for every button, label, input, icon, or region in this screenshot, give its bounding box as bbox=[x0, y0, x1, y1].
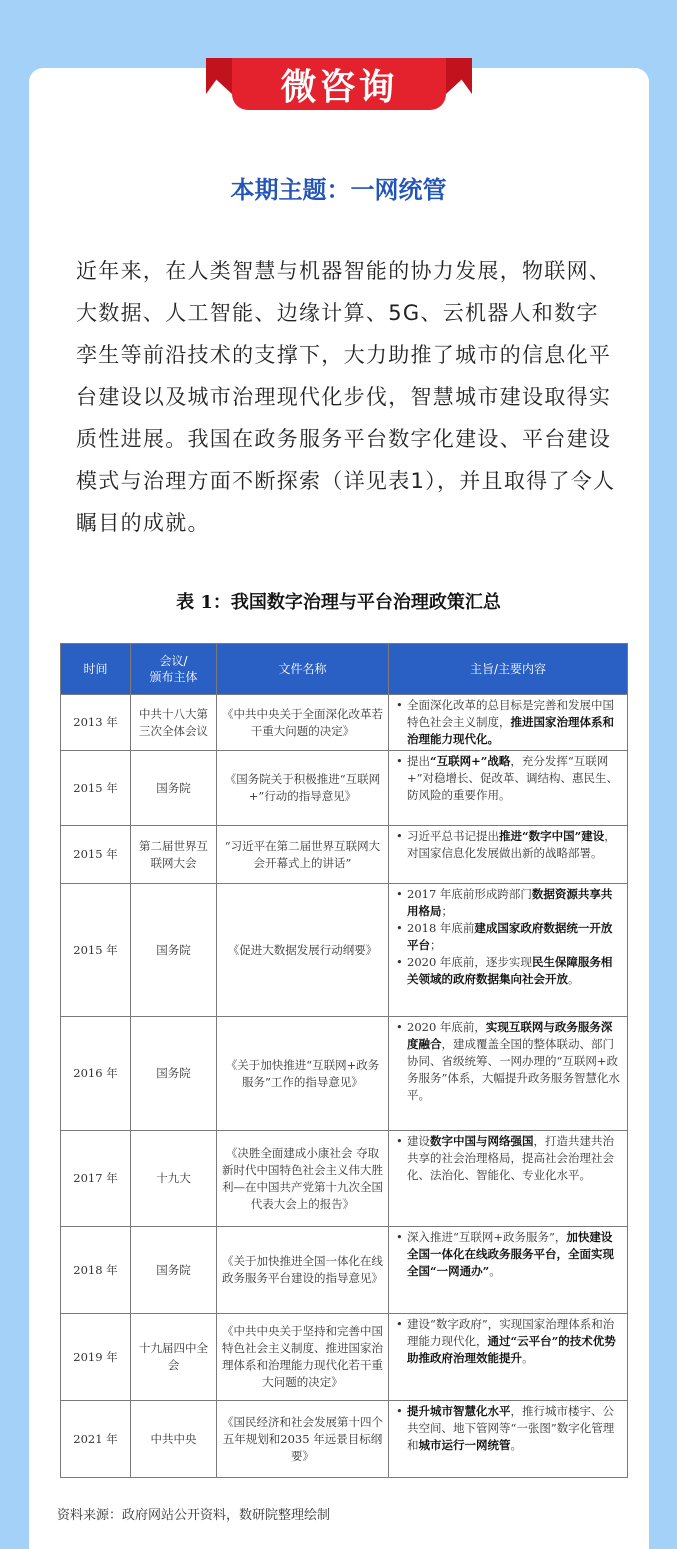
cell-time: 2017 年 bbox=[61, 1131, 131, 1227]
content-item bbox=[407, 1316, 623, 1367]
content-highlight: 建成国家政府数据统一开放平台 bbox=[407, 921, 613, 952]
cell-doc: 《促进大数据发展行动纲要》 bbox=[217, 884, 389, 1017]
cell-content bbox=[389, 695, 628, 751]
cell-body: 国务院 bbox=[131, 1227, 217, 1314]
content-list bbox=[395, 1403, 623, 1454]
content-list bbox=[395, 697, 623, 748]
cell-content bbox=[389, 1017, 628, 1131]
header-time: 时间 bbox=[61, 644, 131, 695]
cell-content bbox=[389, 1401, 628, 1478]
cell-time: 2018 年 bbox=[61, 1227, 131, 1314]
cell-time: 2021 年 bbox=[61, 1401, 131, 1478]
cell-body: 十九大 bbox=[131, 1131, 217, 1227]
header-badge: 微咨询 bbox=[232, 58, 446, 110]
cell-doc: 《关于加快推进全国一体化在线政务服务平台建设的指导意见》 bbox=[217, 1227, 389, 1314]
cell-time: 2013 年 bbox=[61, 695, 131, 751]
content-highlight: 民生保障服务相关领域的政府数据集向社会开放 bbox=[407, 955, 613, 986]
cell-content bbox=[389, 1314, 628, 1401]
content-item bbox=[407, 1019, 623, 1104]
content-text: ，充分发挥“互联网+”对稳增长、促改革、调结构、惠民生、防风险的重要作用。 bbox=[407, 754, 619, 802]
cell-content bbox=[389, 751, 628, 826]
content-list bbox=[395, 886, 623, 988]
content-highlight: 通过“云平台”的技术优势助推政府治理效能提升 bbox=[407, 1334, 616, 1365]
content-text: ； bbox=[441, 904, 453, 918]
content-item bbox=[407, 1403, 623, 1454]
table-row bbox=[61, 826, 628, 884]
content-highlight: 数字中国与网络强国 bbox=[430, 1134, 534, 1148]
content-text: 。 bbox=[522, 1351, 534, 1365]
cell-doc: 《中共中央关于全面深化改革若干重大问题的决定》 bbox=[217, 695, 389, 751]
table-row bbox=[61, 884, 628, 1017]
content-text: ； bbox=[430, 938, 442, 952]
content-text: 2018 年底前 bbox=[407, 921, 475, 935]
header-body-line2: 颁布主体 bbox=[149, 670, 198, 684]
content-highlight: 实现互联网与政务服务深度融合 bbox=[407, 1020, 613, 1051]
table-row bbox=[61, 751, 628, 826]
cell-time: 2015 年 bbox=[61, 826, 131, 884]
content-text: 。 bbox=[489, 1264, 501, 1278]
content-text: 提出 bbox=[407, 754, 430, 768]
content-item bbox=[407, 753, 623, 804]
header-content: 主旨/主要内容 bbox=[389, 644, 628, 695]
content-list bbox=[395, 753, 623, 804]
cell-body: 第二届世界互联网大会 bbox=[131, 826, 217, 884]
topic-title: 本期主题：一网统管 bbox=[230, 176, 447, 204]
table-title: 表 1：我国数字治理与平台治理政策汇总 bbox=[176, 592, 501, 613]
content-text: 深入推进“互联网+政务服务”， bbox=[407, 1230, 567, 1244]
cell-body: 国务院 bbox=[131, 1017, 217, 1131]
cell-time: 2016 年 bbox=[61, 1017, 131, 1131]
cell-body: 中共中央 bbox=[131, 1401, 217, 1478]
cell-content bbox=[389, 1227, 628, 1314]
cell-doc: 《决胜全面建成小康社会 夺取新时代中国特色社会主义伟大胜利—在中国共产党第十九次全国代表大会上的报告》 bbox=[217, 1131, 389, 1227]
cell-doc: 《关于加快推进“互联网+政务服务”工作的指导意见》 bbox=[217, 1017, 389, 1131]
content-list bbox=[395, 1133, 623, 1184]
content-item bbox=[407, 1229, 623, 1280]
table-header-row bbox=[61, 644, 628, 695]
content-text: ，打造共建共治共享的社会治理格局，提高社会治理社会化、法治化、智能化、专业化水平。 bbox=[407, 1134, 614, 1182]
content-item bbox=[407, 828, 623, 862]
cell-content bbox=[389, 884, 628, 1017]
content-list bbox=[395, 1019, 623, 1104]
intro-paragraph: 近年来，在人类智慧与机器智能的协力发展，物联网、大数据、人工智能、边缘计算、5G、云机器人和数字孪生等前沿技术的支撑下，大力助推了城市的信息化平台建设以及城市治理现代化步伐，智慧城市建设取得实质性进展。我国在政务服务平台数字化建设、平台建设模式与治理方面不断探索（详见表1），并且取得了令人瞩目的成就。 bbox=[76, 259, 616, 535]
cell-body: 国务院 bbox=[131, 751, 217, 826]
cell-doc: “习近平在第二届世界互联网大会开幕式上的讲话” bbox=[217, 826, 389, 884]
content-text: 全面深化改革的总目标是完善和发展中国特色社会主义制度， bbox=[407, 698, 614, 729]
cell-doc: 《国民经济和社会发展第十四个五年规划和2035 年远景目标纲要》 bbox=[217, 1401, 389, 1478]
content-list bbox=[395, 1316, 623, 1367]
content-text: 。 bbox=[568, 972, 580, 986]
table-row bbox=[61, 1017, 628, 1131]
header-body-line1: 会议/ bbox=[159, 654, 188, 668]
table-row bbox=[61, 695, 628, 751]
table-row bbox=[61, 1401, 628, 1478]
table-row bbox=[61, 1131, 628, 1227]
cell-body: 国务院 bbox=[131, 884, 217, 1017]
header-body bbox=[131, 644, 217, 695]
table-row bbox=[61, 1314, 628, 1401]
content-list bbox=[395, 828, 623, 862]
cell-content bbox=[389, 826, 628, 884]
cell-body: 十九届四中全会 bbox=[131, 1314, 217, 1401]
content-highlight: “互联网+”战略 bbox=[430, 754, 511, 768]
content-text: 建设“数字政府”，实现国家治理体系和治理能力现代化， bbox=[407, 1317, 615, 1348]
content-text: ，建成覆盖全国的整体联动、部门协同、省级统筹、一网办理的“互联网+政务服务”体系，大幅提升政务服务智慧化水平。 bbox=[407, 1037, 620, 1102]
cell-doc: 《国务院关于积极推进“互联网+”行动的指导意见》 bbox=[217, 751, 389, 826]
source-note: 资料来源：政府网站公开资料，数研院整理绘制 bbox=[57, 1508, 331, 1523]
cell-doc: 《中共中央关于坚持和完善中国特色社会主义制度、推进国家治理体系和治理能力现代化若干重大问题的决定》 bbox=[217, 1314, 389, 1401]
content-item bbox=[407, 697, 623, 748]
content-item bbox=[407, 1133, 623, 1184]
content-text: 建设 bbox=[407, 1134, 430, 1148]
cell-content bbox=[389, 1131, 628, 1227]
content-text: 。 bbox=[510, 1438, 522, 1452]
content-item bbox=[407, 954, 623, 988]
content-item bbox=[407, 886, 623, 920]
header-doc: 文件名称 bbox=[217, 644, 389, 695]
cell-time: 2015 年 bbox=[61, 751, 131, 826]
policy-table bbox=[60, 643, 628, 1478]
content-highlight: 数据资源共享共用格局 bbox=[407, 887, 613, 918]
content-text: ，对国家信息化发展做出新的战略部署。 bbox=[407, 829, 616, 860]
content-text: 2020 年底前，逐步实现 bbox=[407, 955, 532, 969]
content-highlight: 提升城市智慧化水平 bbox=[407, 1404, 511, 1418]
content-text: 2020 年底前， bbox=[407, 1020, 486, 1034]
cell-body: 中共十八大第三次全体会议 bbox=[131, 695, 217, 751]
content-highlight: 城市运行一网统管 bbox=[418, 1438, 511, 1452]
policy-table-body bbox=[61, 695, 628, 1478]
content-item bbox=[407, 920, 623, 954]
content-text: 2017 年底前形成跨部门 bbox=[407, 887, 532, 901]
cell-time: 2015 年 bbox=[61, 884, 131, 1017]
content-text: ，推行城市楼宇、公共空间、地下管网等“一张图”数字化管理和 bbox=[407, 1404, 615, 1452]
table-row bbox=[61, 1227, 628, 1314]
content-highlight: 推进国家治理体系和治理能力现代化。 bbox=[407, 715, 614, 746]
cell-time: 2019 年 bbox=[61, 1314, 131, 1401]
content-highlight: 推进“数字中国”建设 bbox=[499, 829, 605, 843]
content-text: 习近平总书记提出 bbox=[407, 829, 499, 843]
content-highlight: 加快建设全国一体化在线政务服务平台，全面实现全国“一网通办” bbox=[407, 1230, 614, 1278]
content-list bbox=[395, 1229, 623, 1280]
